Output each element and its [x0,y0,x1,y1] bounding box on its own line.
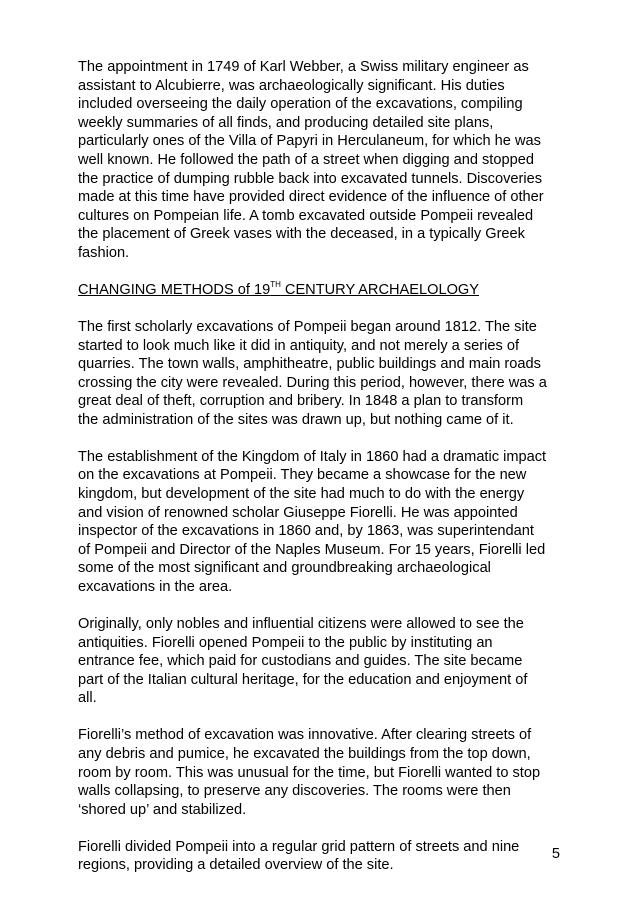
text-line: the placement of Greek vases with the deceased, in a typically Greek [78,226,525,243]
text-line: any debris and pumice, he excavated the buildings from the top down, [78,745,531,762]
paragraph-first-excavations [78,318,568,430]
text-line: crossing the city were revealed. During this period, however, there was a [78,374,547,391]
heading-text-before: CHANGING METHODS of 19 [78,281,271,298]
paragraph-excavation-method [78,726,568,819]
text-line: cultures on Pompeian life. A tomb excavated outside Pompeii revealed [78,207,534,224]
text-line: The establishment of the Kingdom of Italy in 1860 had a dramatic impact [78,448,547,465]
text-line: the practice of dumping rubble back into excavated tunnels. Discoveries [78,170,543,187]
paragraph-grid-pattern [78,838,568,875]
text-line: entrance fee, which paid for custodians and guides. The site became [78,653,523,670]
text-line: of Pompeii and Director of the Naples Museum. For 15 years, Fiorelli led [78,541,546,558]
text-line: weekly summaries of all finds, and producing detailed site plans, [78,114,494,131]
text-line: started to look much like it did in antiquity, and not merely a series of [78,337,520,354]
text-line: assistant to Alcubierre, was archaeologically significant. His duties [78,77,505,94]
text-line: Fiorelli divided Pompeii into a regular grid pattern of streets and nine [78,838,520,855]
text-line: some of the most significant and groundbreaking archaeological [78,560,491,577]
text-line: included overseeing the daily operation of the excavations, compiling [78,96,523,113]
text-line: part of the Italian cultural heritage, for the education and enjoyment of [78,671,528,688]
text-line: great deal of theft, corruption and bribery. In 1848 a plan to transform [78,393,524,410]
text-line: Fiorelli’s method of excavation was innovative. After clearing streets of [78,727,532,744]
heading-superscript: TH [270,280,281,290]
document-page [78,58,568,893]
text-line: well known. He followed the path of a street when digging and stopped [78,151,534,168]
text-line: ‘shored up’ and stabilized. [78,801,247,818]
text-line: particularly ones of the Villa of Papyri in Herculaneum, for which he was [78,133,541,150]
text-line: on the excavations at Pompeii. They became a showcase for the new [78,467,527,484]
text-line: excavations in the area. [78,579,233,596]
text-line: antiquities. Fiorelli opened Pompeii to the public by instituting an [78,634,493,651]
text-line: made at this time have provided direct evidence of the influence of other [78,189,544,206]
text-line: room by room. This was unusual for the time, but Fiorelli wanted to stop [78,764,541,781]
text-line: fashion. [78,244,130,261]
text-line: walls collapsing, to preserve any discoveries. The rooms were then [78,783,511,800]
text-line: and vision of renowned scholar Giuseppe Fiorelli. He was appointed [78,504,518,521]
page-number: 5 [551,846,560,862]
text-line: all. [78,690,97,707]
paragraph-kingdom-of-italy [78,448,568,597]
text-line: The appointment in 1749 of Karl Webber, a Swiss military engineer as [78,59,529,75]
text-line: regions, providing a detailed overview of the site. [78,857,394,874]
text-line: Originally, only nobles and influential citizens were allowed to see the [78,616,524,632]
text-line: inspector of the excavations in 1860 and, by 1863, was superintendant [78,523,534,540]
text-line: the administration of the sites was drawn up, but nothing came of it. [78,411,514,428]
text-line: kingdom, but development of the site had much to do with the energy [78,486,525,503]
paragraph-webber [78,58,568,263]
text-line: quarries. The town walls, amphitheatre, public buildings and main roads [78,356,541,373]
paragraph-public-access [78,615,568,708]
section-heading [78,281,568,300]
text-line: The first scholarly excavations of Pompeii began around 1812. The site [78,318,537,335]
heading-text-after: CENTURY ARCHAELOLOGY [280,281,480,298]
